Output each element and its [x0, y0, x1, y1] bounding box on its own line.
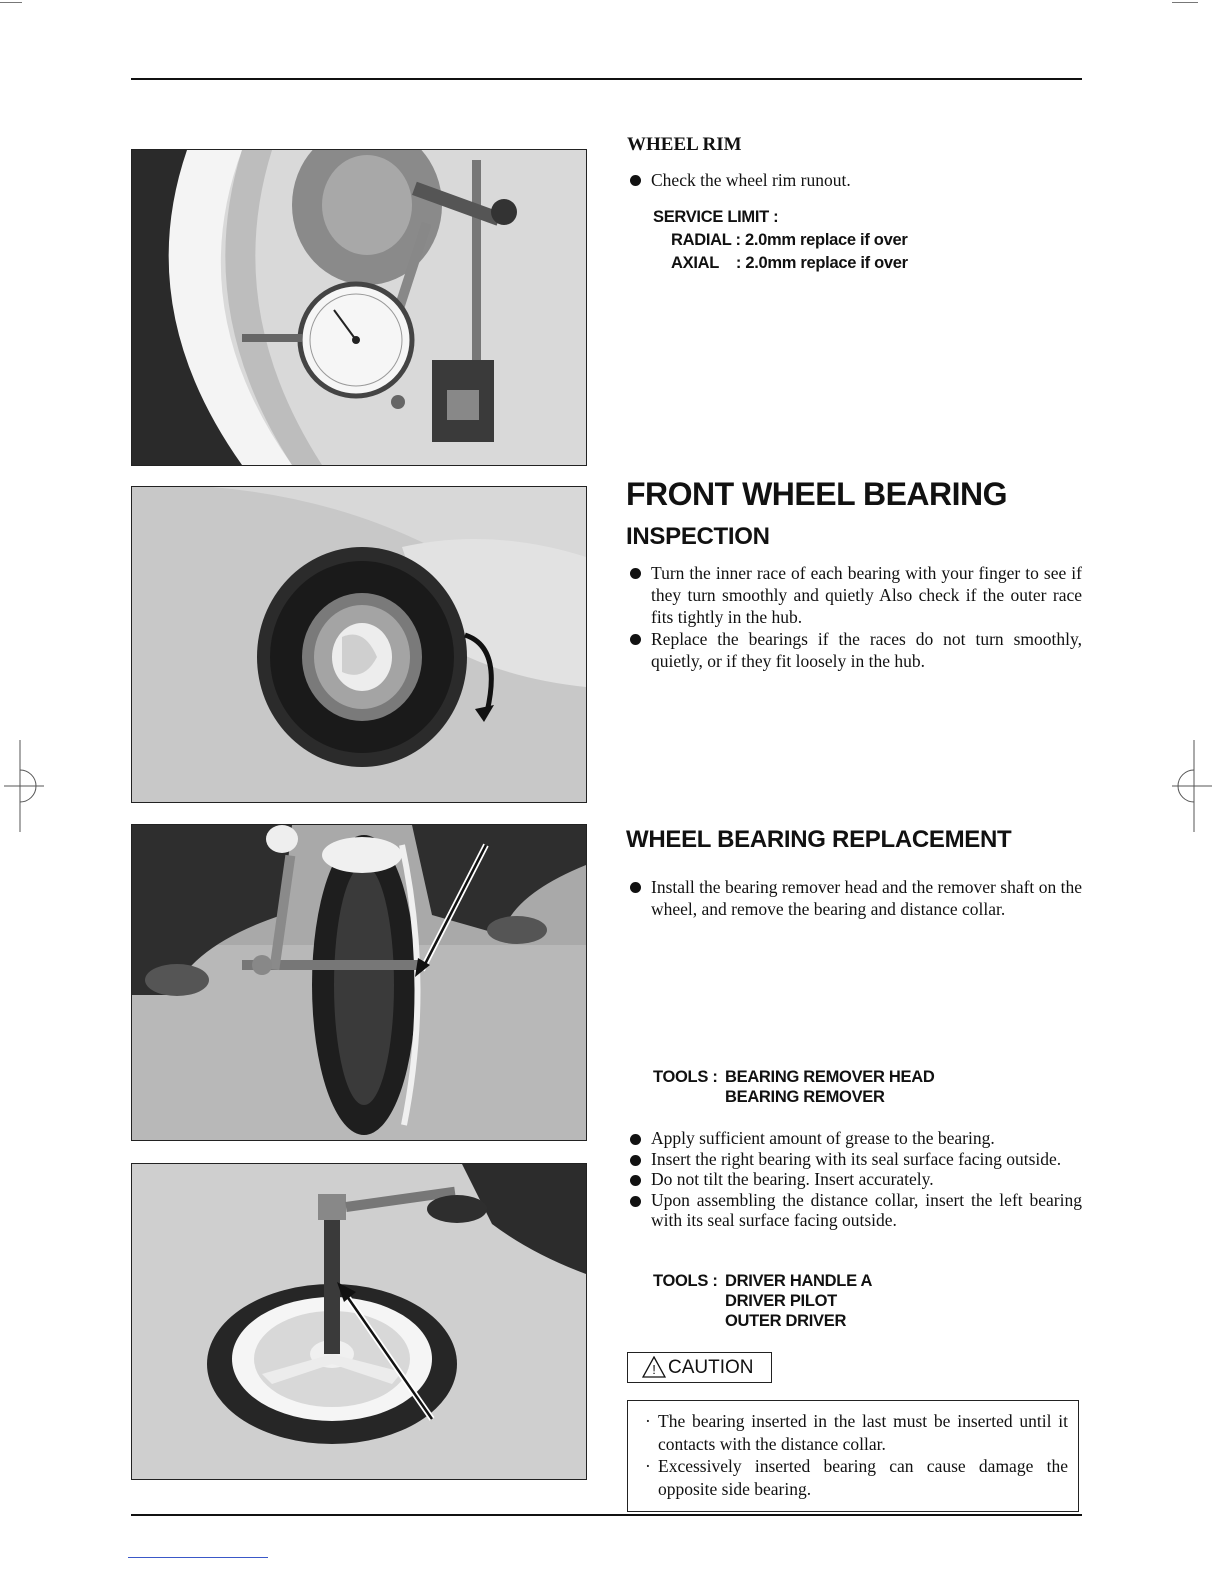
list-item: Insert the right bearing with its seal surface facing outside.: [628, 1149, 1082, 1170]
photo-bearing-inspection: [131, 486, 587, 803]
install-tools-list: [653, 1271, 872, 1331]
list-item: Turn the inner race of each bearing with your finger to see if they turn smoothly and quietly Also check if the outer race fits tightly in the hub.: [628, 562, 1082, 628]
service-limit-label: SERVICE LIMIT :: [653, 208, 779, 226]
list-item: Check the wheel rim runout.: [628, 169, 1082, 191]
list-item: Do not tilt the bearing. Insert accurately.: [628, 1169, 1082, 1190]
caution-item: · The bearing inserted in the last must be inserted until it contacts with the distance collar.: [645, 1411, 1068, 1454]
bullet-dot: [630, 568, 641, 579]
bullet-dot: [630, 1175, 641, 1186]
footer-link-underline: [128, 1557, 268, 1558]
top-rule: [131, 78, 1082, 80]
list-item: Replace the bearings if the races do not turn smoothly, quietly, or if they fit loosely in the hub.: [628, 628, 1082, 672]
caution-label: CAUTION: [668, 1357, 754, 1378]
tool-item: BEARING REMOVER: [725, 1088, 885, 1106]
service-limit-axial: AXIAL : 2.0mm replace if over: [671, 254, 908, 272]
caution-notes-box: [627, 1400, 1079, 1512]
list-item: Upon assembling the distance collar, insert the left bearing with its seal surface facing outside.: [628, 1190, 1082, 1231]
photo-dial-gauge-rim-runout: [131, 149, 587, 466]
tool-item: DRIVER PILOT: [725, 1292, 837, 1310]
crop-mark-top-left: [0, 2, 22, 3]
bullet-dot: [630, 1134, 641, 1145]
registration-mark-right: [1172, 740, 1212, 832]
tools-label: TOOLS :: [653, 1068, 718, 1086]
tool-item: BEARING REMOVER HEAD: [725, 1068, 935, 1086]
bullet-dot: [630, 1155, 641, 1166]
inspection-bullets: [628, 562, 1082, 672]
wheel-bearing-replacement-title: WHEEL BEARING REPLACEMENT: [626, 826, 1012, 853]
registration-mark-left: [4, 740, 44, 832]
tool-item: DRIVER HANDLE A: [725, 1272, 873, 1290]
bullet-dot: [630, 175, 641, 186]
list-item: Apply sufficient amount of grease to the bearing.: [628, 1128, 1082, 1149]
front-wheel-bearing-title: FRONT WHEEL BEARING: [626, 476, 1008, 512]
service-limit-radial: RADIAL : 2.0mm replace if over: [671, 231, 908, 249]
wheel-rim-bullets: [628, 169, 1082, 191]
wheel-rim-heading: WHEEL RIM: [627, 134, 742, 155]
bullet-dot: [630, 634, 641, 645]
install-bullets: [628, 1128, 1082, 1231]
list-item: Install the bearing remover head and the remover shaft on the wheel, and remove the bearing and distance collar.: [628, 876, 1082, 920]
bullet-dot: [630, 882, 641, 893]
replacement-bullets: [628, 876, 1082, 920]
photo-bearing-removal: [131, 824, 587, 1141]
tools-label: TOOLS :: [653, 1272, 718, 1290]
caution-label-box: [627, 1352, 772, 1383]
tool-item: OUTER DRIVER: [725, 1312, 847, 1330]
bullet-dot: [630, 1196, 641, 1207]
caution-item: · Excessively inserted bearing can cause damage the opposite side bearing.: [645, 1456, 1068, 1499]
photo-bearing-installation: [131, 1163, 587, 1480]
bottom-rule: [131, 1514, 1082, 1516]
removal-tools-list: [653, 1067, 934, 1107]
warning-triangle-icon: [642, 1356, 666, 1378]
svg-text:!: !: [652, 1362, 656, 1377]
crop-mark-top-right: [1172, 2, 1198, 3]
inspection-subtitle: INSPECTION: [626, 523, 770, 550]
